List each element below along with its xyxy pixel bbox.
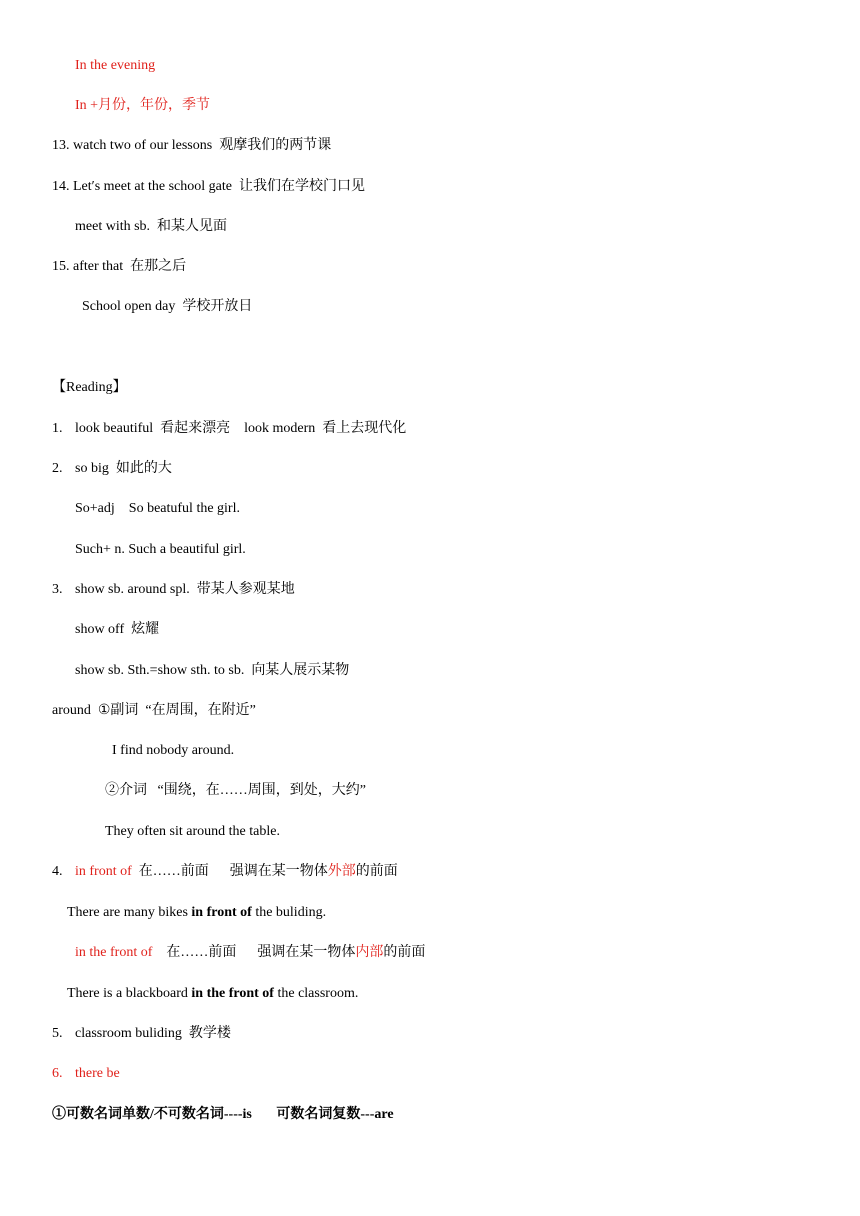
note-in-the-evening: In the evening [75,58,156,73]
section-heading-reading: 【Reading】 [52,380,127,395]
reading-item-3: show sb. around spl. 带某人参观某地 [75,582,295,597]
phrase-in-the-front-of: in the front of [75,945,153,960]
reading-item-4-b [75,944,425,962]
reading-item-5: classroom buliding 教学楼 [75,1026,231,1041]
reading-item-5-number: 5. [52,1026,63,1041]
reading-item-6: there be [75,1066,120,1081]
reading-item-4-number: 4. [52,864,63,879]
reading-item-3-show-off: show off 炫耀 [75,622,160,637]
reading-item-1-number: 1. [52,421,63,436]
reading-item-2: so big 如此的大 [75,461,172,476]
phrase-in-front-of: in front of [75,864,132,879]
item-13: 13. watch two of our lessons 观摩我们的两节课 [52,138,332,153]
phrase-in-the-front-of-tail: 的前面 [383,945,426,960]
example-text: There are many bikes [67,905,192,920]
keyword-inside: 内部 [355,945,384,960]
reading-item-6-number: 6. [52,1066,63,1081]
example-bold-phrase: in front of [191,905,252,920]
around-preposition: ②介词 “围绕，在……周围，到处，大约” [105,783,366,798]
there-be-rule: ①可数名词单数/不可数名词----is 可数名词复数---are [52,1107,394,1122]
item-14-sub: meet with sb. 和某人见面 [75,219,228,234]
reading-item-4 [75,863,398,881]
around-preposition-example: They often sit around the table. [105,824,280,839]
reading-item-2-so: So+adj So beatuful the girl. [75,501,240,516]
example-text-end: the classroom. [273,986,359,1001]
reading-item-2-such: Such+ n. Such a beautiful girl. [75,542,246,557]
example-text-end: the buliding. [251,905,327,920]
note-in-month-year-season: In +月份，年份，季节 [75,98,211,113]
in-the-front-of-example [67,985,358,1003]
item-15-sub: School open day 学校开放日 [82,299,253,314]
reading-item-2-number: 2. [52,461,63,476]
item-14: 14. Let′s meet at the school gate 让我们在学校门口见 [52,179,365,194]
item-15: 15. after that 在那之后 [52,259,187,274]
phrase-in-front-of-tail: 的前面 [355,864,398,879]
reading-item-3-show-sth: show sb. Sth.=show sth. to sb. 向某人展示某物 [75,663,350,678]
example-text: There is a blackboard [67,986,192,1001]
reading-item-1: look beautiful 看起来漂亮 look modern 看上去现代化 [75,421,407,436]
example-bold-phrase: in the front of [191,986,274,1001]
in-front-of-example [67,904,326,922]
keyword-outside: 外部 [327,864,356,879]
around-adverb: around ①副词 “在周围，在附近” [52,703,256,718]
reading-item-3-number: 3. [52,582,63,597]
around-adverb-example: I find nobody around. [112,743,235,758]
phrase-in-front-of-meaning: 在……前面 强调在某一物体 [131,864,328,879]
phrase-in-the-front-of-meaning: 在……前面 强调在某一物体 [152,945,356,960]
